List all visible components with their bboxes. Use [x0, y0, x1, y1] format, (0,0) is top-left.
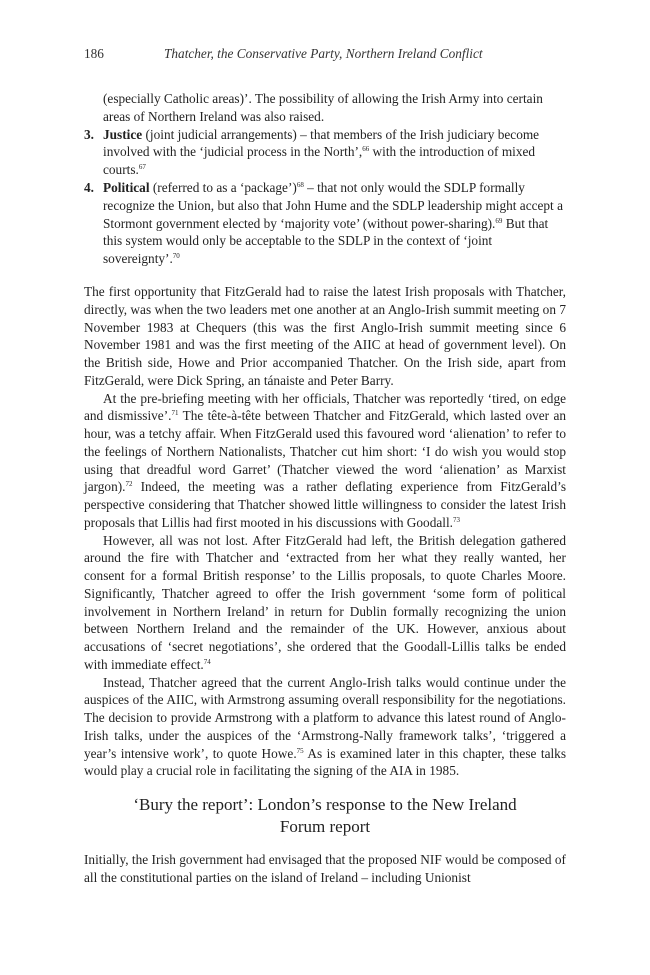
list-item-text: (referred to as a ‘package’) [149, 179, 297, 195]
paragraph [84, 390, 566, 532]
section-body [84, 851, 566, 887]
list-item-justice [84, 126, 566, 179]
footnote-ref-72: 72 [125, 480, 133, 489]
page-number: 186 [84, 46, 104, 61]
footnote-ref-70: 70 [172, 252, 180, 261]
paragraph [84, 532, 566, 674]
paragraph-text: The tête-à-tête between Thatcher and FitzGerald, which lasted over an hour, was a tetchy affair. When FitzGerald used this favoured word ‘alienation’ to refer to the feelings of Northern Nationalists, Thatcher cut him short: ‘I do wish you would stop using that dreadful word Garret’ (Thatcher viewed the word ‘alienation’ as Marxist jargon). [84, 408, 566, 495]
paragraph [84, 283, 566, 390]
footnote-ref-67: 67 [138, 163, 146, 172]
list-item-text: But that this system would only be acceptable to the SDLP in the context of ‘joint sovereignty’. [103, 215, 549, 267]
footnote-ref-71: 71 [171, 409, 179, 418]
footnote-ref-68: 68 [296, 180, 304, 189]
list-item-political [84, 179, 566, 268]
proposal-list [84, 90, 566, 268]
list-item-text: (joint judicial arrangements) – that members of the Irish judiciary become involved with the ‘judicial process in the North’, [103, 126, 540, 160]
paragraph-text: However, all was not lost. After FitzGerald had left, the British delegation gathered around the fire with Thatcher and ‘extracted from her what they really wanted, her consent for a formal British response’ to the Lillis proposals, to quote Charles Moore. Significantly, Thatcher agreed to offer the Irish government ‘some form of political involvement in Northern Ireland’ in return for Dublin formally recognizing the union between Northern Ireland and the remainder of the UK. However, anxious about accusations of ‘secret negotiations’, she ordered that the Goodall-Lillis talks be ended with immediate effect. [84, 532, 566, 672]
paragraph-text: The first opportunity that FitzGerald had to raise the latest Irish proposals with Thatcher, directly, was when the two leaders met one another at an Anglo-Irish summit meeting on 7 November 1983 at Chequers (this was the first Anglo-Irish summit meeting since 6 November 1981 and was the first meeting of the AIIC at head of government level). On the British side, Howe and Prior accompanied Thatcher. On the Irish side, apart from FitzGerald, were Dick Spring, an tánaiste and Peter Barry. [84, 284, 566, 388]
running-title: Thatcher, the Conservative Party, Northern Ireland Conflict [164, 46, 483, 61]
section-heading [84, 794, 566, 838]
list-item-number: 4. [84, 179, 94, 195]
footnote-ref-73: 73 [452, 515, 460, 524]
footnote-ref-66: 66 [362, 145, 370, 154]
footnote-ref-69: 69 [495, 216, 503, 225]
body-text [84, 283, 566, 780]
list-item-text: with the introduction of mixed courts. [103, 144, 536, 178]
paragraph-text: Indeed, the meeting was a rather deflating experience from FitzGerald’s perspective considering that Thatcher showed little willingness to consider the latest Irish proposals that Lillis had first mooted in his discussions with Goodall. [84, 479, 566, 530]
section-heading-line: Forum report [279, 817, 371, 836]
section-heading-line: ‘Bury the report’: London’s response to the New Ireland [133, 795, 517, 814]
paragraph-text: As is examined later in this chapter, these talks would play a crucial role in facilitating the signing of the AIA in 1985. [84, 745, 566, 779]
list-item-term: Justice [103, 126, 143, 142]
paragraph [84, 674, 566, 781]
list-continuation: (especially Catholic areas)’. The possibility of allowing the Irish Army into certain areas of Northern Ireland was also raised. [103, 91, 543, 124]
paragraph-text: At the pre-briefing meeting with her officials, Thatcher was reportedly ‘tired, on edge and dismissive’. [84, 390, 566, 424]
paragraph: Initially, the Irish government had envisaged that the proposed NIF would be composed of all the constitutional parties on the island of Ireland – including Unionist [84, 852, 566, 885]
paragraph-text: Instead, Thatcher agreed that the current Anglo-Irish talks would continue under the auspices of the AIIC, with Armstrong assuming overall responsibility for the negotiations. The decision to provide Armstrong with a platform to advance this latest round of Anglo-Irish talks, under the auspices of the ‘Armstrong-Nally framework talks’, ‘triggered a year’s intensive work’, to quote Howe. [84, 674, 566, 761]
footnote-ref-74: 74 [203, 657, 211, 666]
footnote-ref-75: 75 [296, 746, 304, 755]
list-item-number: 3. [84, 126, 94, 142]
list-item-text: – that not only would the SDLP formally recognize the Union, but also that John Hume and the SDLP leadership might accept a Stormont government elected by ‘majority vote’ (without power-sharing). [103, 179, 563, 231]
list-item-term: Political [103, 179, 150, 195]
